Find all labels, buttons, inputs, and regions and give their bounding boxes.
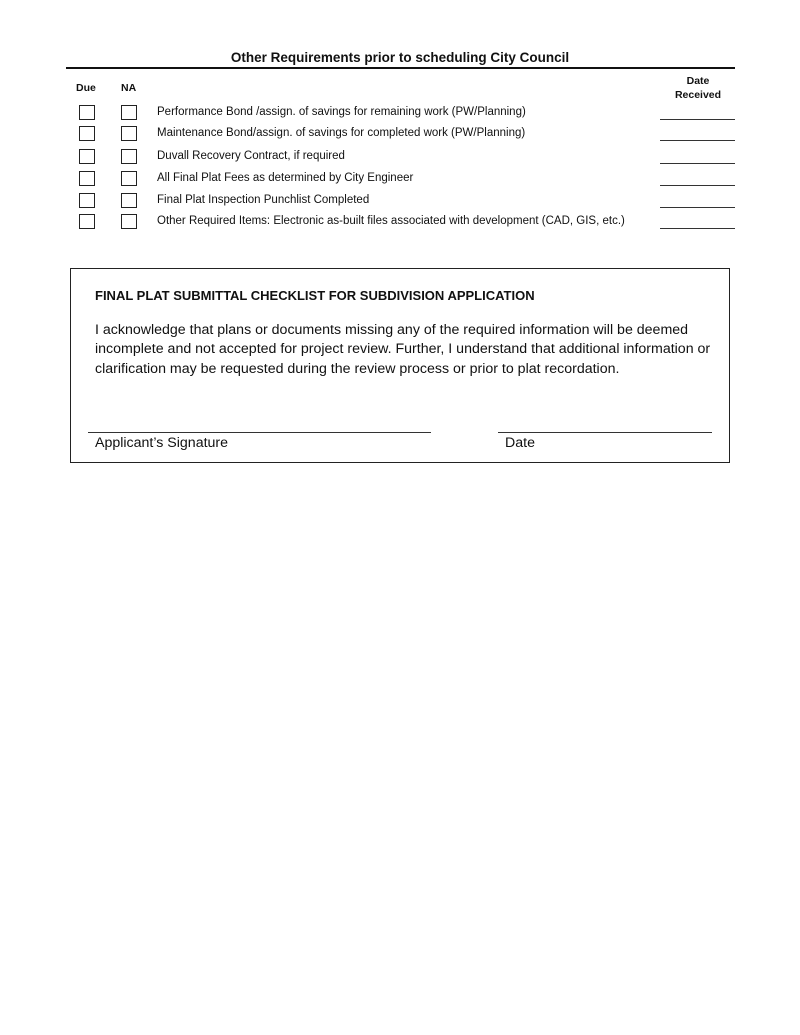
- na-column-header: NA: [121, 82, 137, 94]
- date-received-field[interactable]: [660, 207, 735, 208]
- acknowledgement-title: FINAL PLAT SUBMITTAL CHECKLIST FOR SUBDIVISION APPLICATION: [95, 288, 535, 303]
- requirement-row: [0, 126, 800, 147]
- requirement-row: [0, 193, 800, 214]
- requirement-row: [0, 105, 800, 126]
- due-column-header: Due: [76, 82, 96, 94]
- requirement-label: Maintenance Bond/assign. of savings for completed work (PW/Planning): [157, 127, 526, 139]
- applicant-signature-field[interactable]: [88, 432, 431, 433]
- requirement-row: [0, 171, 800, 192]
- due-checkbox[interactable]: [79, 171, 95, 186]
- acknowledgement-box: [70, 268, 730, 463]
- date-received-field[interactable]: [660, 163, 735, 164]
- requirement-label: All Final Plat Fees as determined by City Engineer: [157, 172, 414, 184]
- due-checkbox[interactable]: [79, 126, 95, 141]
- section-title: Other Requirements prior to scheduling City Council: [230, 50, 570, 65]
- requirement-label: Other Required Items: Electronic as-built files associated with development (CAD, GIS, etc.): [157, 215, 625, 227]
- date-received-field[interactable]: [660, 140, 735, 141]
- na-checkbox[interactable]: [121, 171, 137, 186]
- requirement-row: [0, 149, 800, 170]
- requirement-label: Final Plat Inspection Punchlist Completed: [157, 194, 370, 206]
- na-checkbox[interactable]: [121, 126, 137, 141]
- na-checkbox[interactable]: [121, 214, 137, 229]
- requirement-label: Duvall Recovery Contract, if required: [157, 150, 345, 162]
- na-checkbox[interactable]: [121, 193, 137, 208]
- requirement-row: [0, 214, 800, 235]
- signature-date-label: Date: [505, 435, 535, 451]
- section-divider: [66, 67, 735, 69]
- date-header-line1: Date: [686, 75, 710, 87]
- date-received-field[interactable]: [660, 119, 735, 120]
- due-checkbox[interactable]: [79, 214, 95, 229]
- due-checkbox[interactable]: [79, 193, 95, 208]
- na-checkbox[interactable]: [121, 105, 137, 120]
- due-checkbox[interactable]: [79, 105, 95, 120]
- date-header-line2: Received: [674, 89, 722, 101]
- date-received-field[interactable]: [660, 185, 735, 186]
- due-checkbox[interactable]: [79, 149, 95, 164]
- signature-date-field[interactable]: [498, 432, 712, 433]
- requirement-label: Performance Bond /assign. of savings for remaining work (PW/Planning): [157, 106, 526, 118]
- na-checkbox[interactable]: [121, 149, 137, 164]
- date-received-column-header: [662, 74, 734, 102]
- date-received-field[interactable]: [660, 228, 735, 229]
- applicant-signature-label: Applicant’s Signature: [95, 435, 229, 451]
- acknowledgement-text: I acknowledge that plans or documents missing any of the required information will be deemed incomplete and not accepted for project review. Further, I understand that additional information or clarification may be requested during the review process or prior to plat recordation.: [95, 322, 711, 377]
